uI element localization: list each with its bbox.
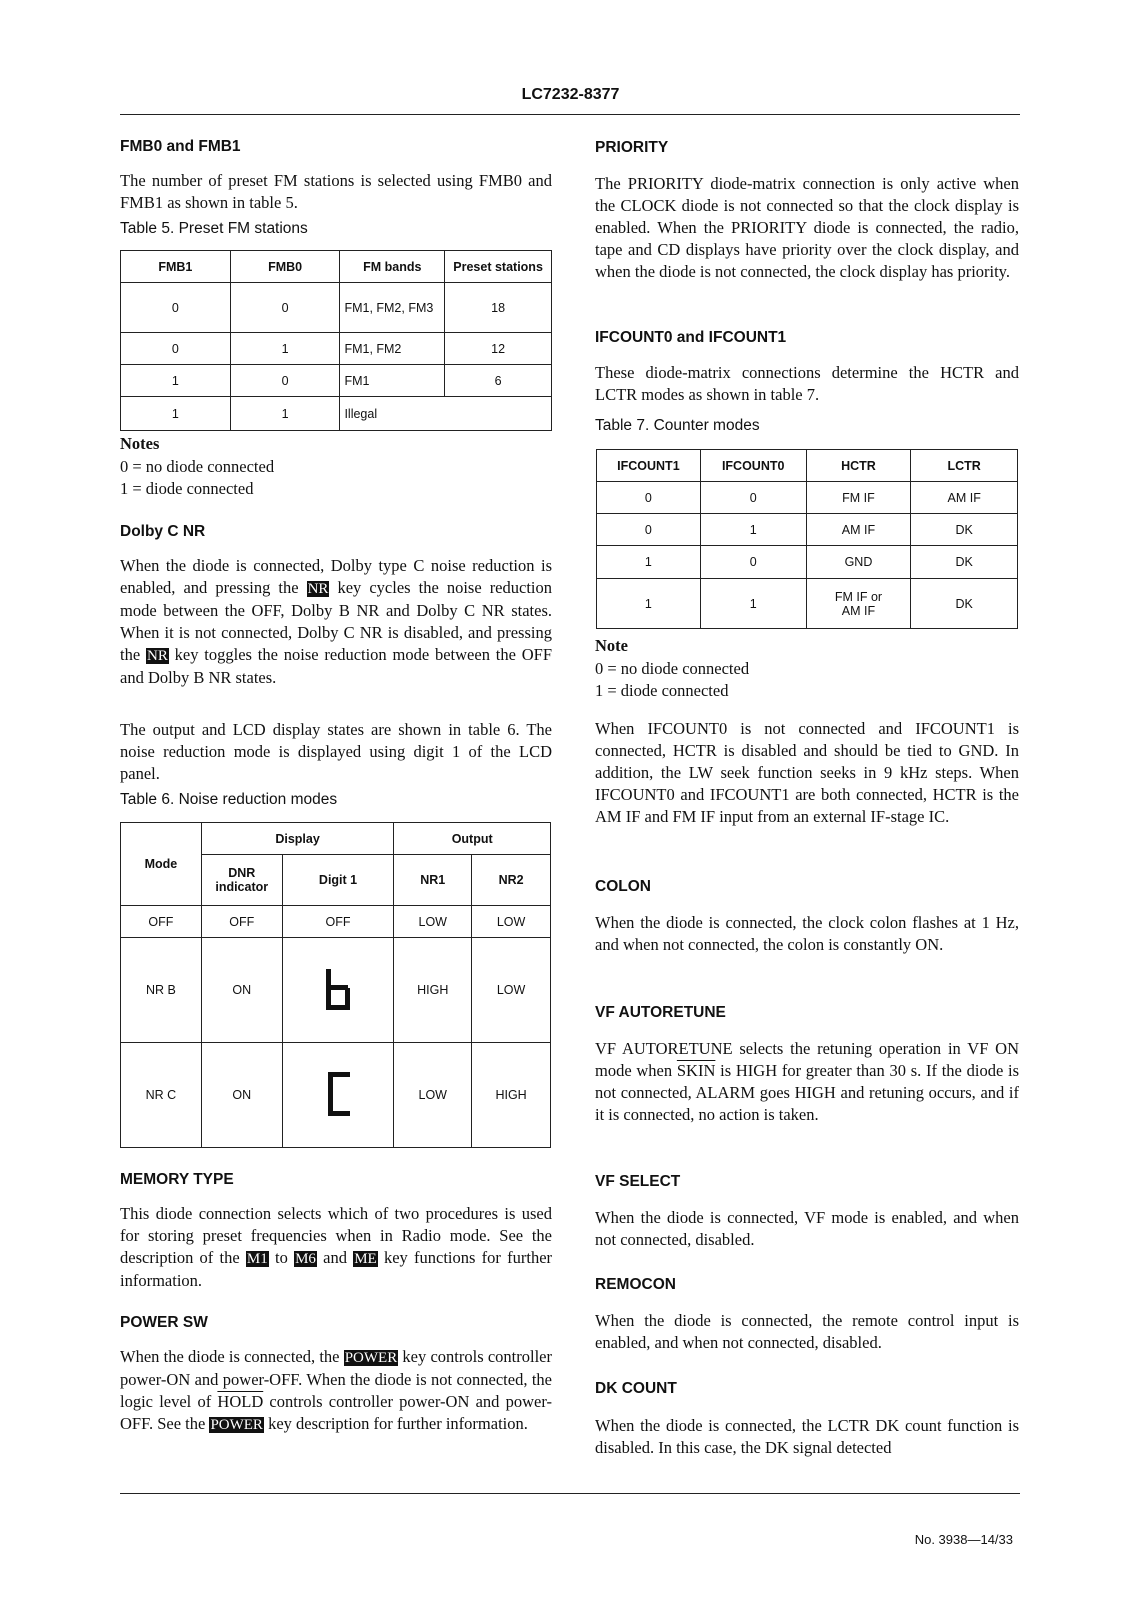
cell: 0 <box>230 283 340 333</box>
header-cell: NR2 <box>472 855 551 906</box>
heading-vf-select: VF SELECT <box>595 1173 681 1190</box>
table-noise-reduction-modes <box>120 822 551 1148</box>
text-run: When the diode is connected, the remote control input is enabled, and when not connected, disabled. <box>595 1311 1019 1352</box>
key-label: POWER <box>344 1350 398 1366</box>
text-run: to <box>268 1248 295 1267</box>
header-cell: Display <box>201 823 394 855</box>
text-run: and <box>316 1248 354 1267</box>
cell: FM IF or AM IF <box>806 579 911 629</box>
text-run: key cycles the noise reduction mode between the OFF, Dolby B NR and Dolby C NR states. When it is not connected, Dolby C NR is disabled, and pressing the <box>120 578 553 664</box>
text-run: key controls controller power-ON and power-OFF. When the diode is not connected, the logic level of <box>120 1347 552 1411</box>
paragraph-memory-type <box>120 1203 552 1292</box>
text-run: is HIGH for greater than 30 s. If the diode is not connected, ALARM goes HIGH and retuning occurs, and if it is connected, no action is taken. <box>595 1061 1019 1124</box>
text-run: controls controller power-ON and power-OFF. See the <box>120 1392 552 1433</box>
paragraph-dolby-2 <box>120 719 552 785</box>
cell: 0 <box>230 365 340 397</box>
cell: Illegal <box>340 397 552 431</box>
cell: DK <box>911 514 1018 546</box>
header-cell: FM bands <box>340 251 445 283</box>
notes-title: Note <box>595 636 628 655</box>
key-label: ME <box>354 1251 377 1267</box>
note-line: 1 = diode connected <box>595 681 729 700</box>
cell: AM IF <box>911 482 1018 514</box>
table-row <box>121 906 551 938</box>
cell: FM1, FM2, FM3 <box>340 283 445 333</box>
header-cell: Preset stations <box>445 251 552 283</box>
cell: 12 <box>445 333 552 365</box>
text-run: When the diode is connected, VF mode is enabled, and when not connected, disabled. <box>595 1208 1019 1249</box>
paragraph-remocon <box>595 1310 1019 1354</box>
notes-title: Notes <box>120 434 160 453</box>
cell: 1 <box>121 397 231 431</box>
text-run: key description for further information. <box>263 1414 528 1433</box>
heading-power-sw: POWER SW <box>120 1314 208 1331</box>
text-run: When the diode is connected, Dolby type C noise reduction is enabled, and pressing the <box>120 556 552 597</box>
table-row <box>597 546 1018 579</box>
heading-fmb: FMB0 and FMB1 <box>120 138 241 155</box>
table6-caption: Table 6. Noise reduction modes <box>120 791 338 808</box>
cell: OFF <box>201 906 282 938</box>
heading-remocon: REMOCON <box>595 1276 676 1293</box>
cell: AM IF <box>806 514 911 546</box>
cell: 1 <box>121 365 231 397</box>
cell: 0 <box>700 482 806 514</box>
header-cell: DNR indicator <box>201 855 282 906</box>
table-row <box>597 514 1018 546</box>
header-cell: Digit 1 <box>282 855 394 906</box>
cell: 0 <box>597 482 701 514</box>
cell: 6 <box>445 365 552 397</box>
cell: 0 <box>121 333 231 365</box>
lcd-digit-c-icon <box>323 1069 353 1119</box>
document-header: LC7232-8377 <box>521 86 620 103</box>
cell: 1 <box>230 333 340 365</box>
table5-caption: Table 5. Preset FM stations <box>120 220 308 237</box>
cell: LOW <box>472 906 551 938</box>
header-cell: LCTR <box>911 450 1018 482</box>
paragraph-dk-count <box>595 1415 1019 1459</box>
cell: DK <box>911 546 1018 579</box>
text-run: When the diode is connected, the clock colon flashes at 1 Hz, and when not connected, the colon is constantly ON. <box>595 913 1019 954</box>
note-line: 0 = no diode connected <box>120 457 275 476</box>
cell: 0 <box>121 283 231 333</box>
paragraph-ifcount <box>595 362 1019 406</box>
note-line: 0 = no diode connected <box>595 659 750 678</box>
page-number: No. 3938—14/33 <box>914 1532 1013 1547</box>
table-row <box>121 938 551 1043</box>
cell: OFF <box>121 906 202 938</box>
table-row <box>121 1043 551 1148</box>
cell: DK <box>911 579 1018 629</box>
cell: FM1, FM2 <box>340 333 445 365</box>
header-cell: NR1 <box>394 855 472 906</box>
table-row <box>121 333 552 365</box>
table-counter-modes <box>596 449 1018 629</box>
heading-priority: PRIORITY <box>595 139 669 156</box>
heading-dolby: Dolby C NR <box>120 523 206 540</box>
cell: 1 <box>700 579 806 629</box>
key-label: M1 <box>246 1251 268 1267</box>
header-cell: Output <box>394 823 551 855</box>
cell: LOW <box>472 938 551 1043</box>
key-label: NR <box>307 581 329 597</box>
text-run: This diode connection selects which of two procedures is used for storing preset frequencies when in Radio mode. See the description of the <box>120 1204 552 1267</box>
cell: ON <box>201 938 282 1043</box>
header-cell: IFCOUNT1 <box>597 450 701 482</box>
heading-memory-type: MEMORY TYPE <box>120 1171 234 1188</box>
cell <box>282 1043 394 1148</box>
table-row <box>597 482 1018 514</box>
header-cell: Mode <box>121 823 202 906</box>
header-rule <box>120 114 1020 115</box>
overlined-signal: HOLD <box>217 1392 264 1411</box>
paragraph-power-sw <box>120 1346 552 1436</box>
table-row <box>121 365 552 397</box>
key-label: M6 <box>295 1251 316 1267</box>
heading-colon: COLON <box>595 878 651 895</box>
key-label: POWER <box>210 1417 263 1433</box>
cell: 1 <box>700 514 806 546</box>
cell: HIGH <box>394 938 472 1043</box>
cell: FM1 <box>340 365 445 397</box>
cell: LOW <box>394 1043 472 1148</box>
paragraph-vf-autoretune <box>595 1038 1019 1126</box>
lcd-digit-b-icon <box>323 966 353 1012</box>
text-run: When the diode is connected, the LCTR DK count function is disabled. In this case, the DK signal detected <box>595 1416 1019 1457</box>
paragraph-priority <box>595 173 1019 283</box>
cell: 1 <box>597 546 701 579</box>
cell: LOW <box>394 906 472 938</box>
cell: OFF <box>282 906 394 938</box>
table-row <box>121 283 552 333</box>
cell: NR C <box>121 1043 202 1148</box>
table-preset-fm-stations <box>120 250 552 431</box>
text-run: When IFCOUNT0 is not connected and IFCOUNT1 is connected, HCTR is disabled and should be tied to GND. In addition, the LW seek function seeks in 9 kHz steps. When IFCOUNT0 and IFCOUNT1 are both connected, HCTR is the AM IF and FM IF input from an external IF-stage IC. <box>595 719 1019 826</box>
footer-rule <box>120 1493 1020 1494</box>
paragraph-colon <box>595 912 1019 956</box>
paragraph-dolby-1 <box>120 555 552 689</box>
heading-ifcount: IFCOUNT0 and IFCOUNT1 <box>595 329 787 346</box>
text-run: The output and LCD display states are shown in table 6. The noise reduction mode is displayed using digit 1 of the LCD panel. <box>120 720 552 783</box>
cell: NR B <box>121 938 202 1043</box>
heading-vf-autoretune: VF AUTORETUNE <box>595 1004 726 1021</box>
header-cell: FMB1 <box>121 251 231 283</box>
cell: ON <box>201 1043 282 1148</box>
cell: GND <box>806 546 911 579</box>
cell: 1 <box>597 579 701 629</box>
paragraph-ifcount-2 <box>595 718 1019 828</box>
text-run: key toggles the noise reduction mode between the OFF and Dolby B NR states. <box>120 645 552 687</box>
cell: HIGH <box>472 1043 551 1148</box>
text-run: The PRIORITY diode-matrix connection is only active when the CLOCK diode is not connected so that the clock display is enabled. When the PRIORITY diode is connected, the radio, tape and CD displays have priority over the clock display, and when the diode is not connected, the clock display has priority. <box>595 174 1019 281</box>
table-row <box>121 397 552 431</box>
cell <box>282 938 394 1043</box>
cell: 0 <box>700 546 806 579</box>
cell: 1 <box>230 397 340 431</box>
cell: 18 <box>445 283 552 333</box>
text-run: VF AUTORETUNE selects the retuning operation in VF ON mode when <box>595 1039 1019 1080</box>
text-run: When the diode is connected, the <box>120 1347 344 1366</box>
paragraph-fmb <box>120 170 552 214</box>
header-cell: FMB0 <box>230 251 340 283</box>
note-line: 1 = diode connected <box>120 479 254 498</box>
header-cell: IFCOUNT0 <box>700 450 806 482</box>
key-label: NR <box>146 648 168 664</box>
text-run: key functions for further information. <box>120 1248 553 1290</box>
cell: FM IF <box>806 482 911 514</box>
table7-caption: Table 7. Counter modes <box>595 417 760 434</box>
paragraph-vf-select <box>595 1207 1019 1251</box>
table-row <box>597 579 1018 629</box>
heading-dk-count: DK COUNT <box>595 1380 677 1397</box>
text-run: The number of preset FM stations is selected using FMB0 and FMB1 as shown in table 5. <box>120 171 552 212</box>
header-cell: HCTR <box>806 450 911 482</box>
text-run: These diode-matrix connections determine the HCTR and LCTR modes as shown in table 7. <box>595 363 1019 404</box>
cell: 0 <box>597 514 701 546</box>
overlined-signal: SKIN <box>676 1061 716 1080</box>
